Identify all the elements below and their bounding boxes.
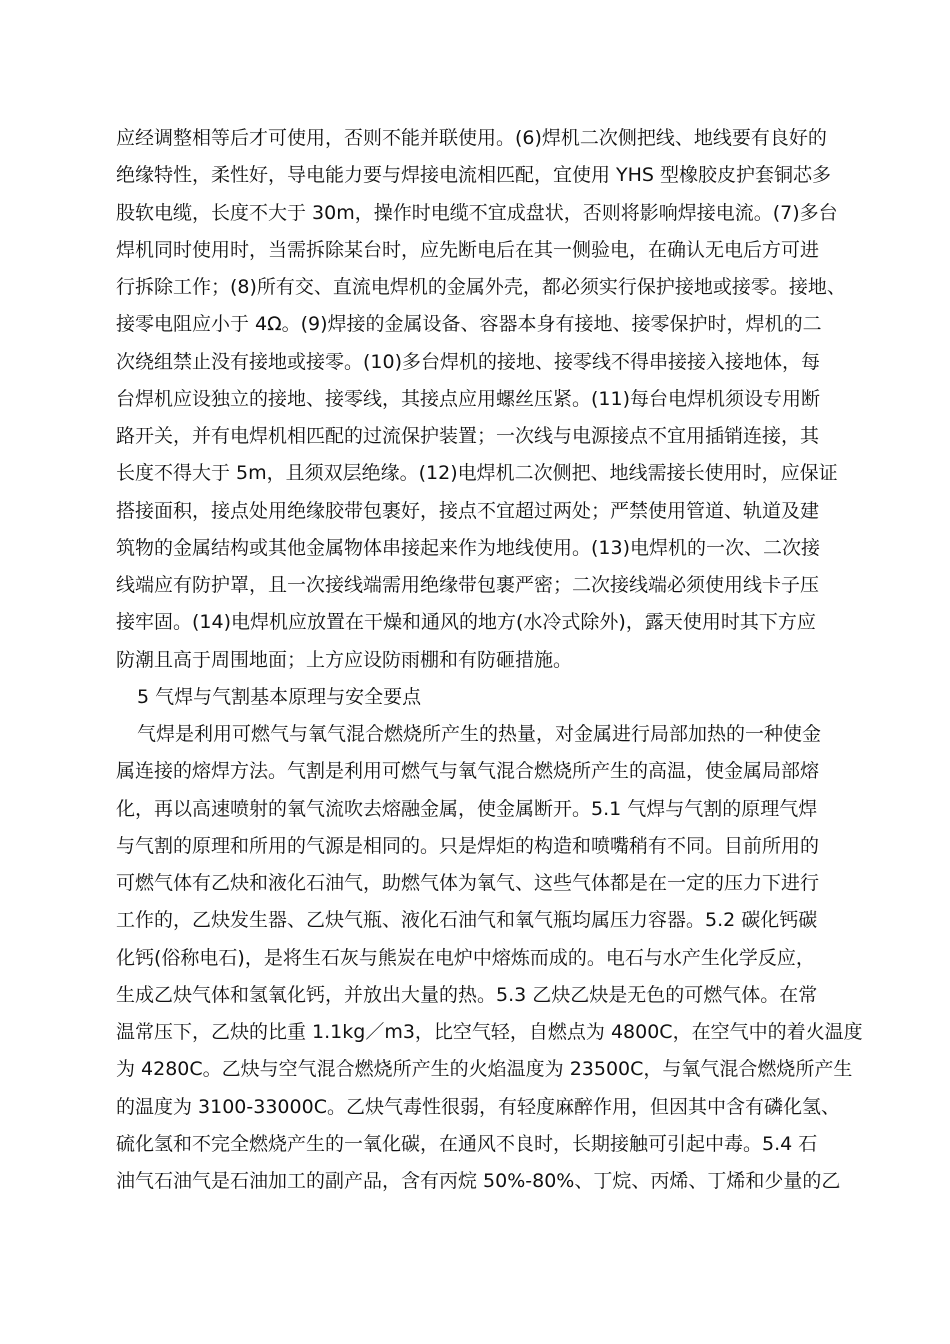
text-line: 可燃气体有乙炔和液化石油气，助燃气体为氧气、这些气体都是在一定的压力下进行	[116, 872, 820, 894]
text-line: 防潮且高于周围地面；上方应设防雨棚和有防砸措施。	[116, 648, 573, 671]
text-line: 筑物的金属结构或其他金属物体串接起来作为地线使用。(13)电焊机的一次、二次接	[116, 536, 821, 559]
text-line: 台焊机应设独立的接地、接零线，其接点应用螺丝压紧。(11)每台电焊机须设专用断	[116, 387, 821, 410]
text-line: 化，再以高速喷射的氧气流吹去熔融金属，使金属断开。5.1 气焊与气割的原理气焊	[116, 797, 818, 820]
text-line: 硫化氢和不完全燃烧产生的一氧化碳，在通风不良时，长期接触可引起中毒。5.4 石	[116, 1132, 818, 1155]
text-line: 属连接的熔焊方法。气割是利用可燃气与氧气混合燃烧所产生的高温，使金属局部熔	[116, 760, 820, 783]
text-line: 接零电阻应小于 4Ω。(9)焊接的金属设备、容器本身有接地、接零保护时，焊机的二	[116, 313, 822, 336]
text-line: 搭接面积，接点处用绝缘胶带包裹好，接点不宜超过两处；严禁使用管道、轨道及建	[116, 499, 820, 522]
text-line: 次绕组禁止没有接地或接零。(10)多台焊机的接地、接零线不得串接接入接地体，每	[116, 350, 821, 373]
text-line: 长度不得大于 5m，且须双层绝缘。(12)电焊机二次侧把、地线需接长使用时，应保证	[116, 462, 838, 485]
text-line: 焊机同时使用时，当需拆除某台时，应先断电后在其一侧验电，在确认无电后方可进	[116, 238, 820, 261]
paragraph-first-line: 气焊是利用可燃气与氧气混合燃烧所产生的热量，对金属进行局部加热的一种使金	[137, 723, 822, 745]
text-line: 行拆除工作；(8)所有交、直流电焊机的金属外壳，都必须实行保护接地或接零。接地、	[116, 276, 846, 298]
section-heading: 5 气焊与气割基本原理与安全要点	[137, 685, 422, 708]
text-line: 生成乙炔气体和氢氧化钙，并放出大量的热。5.3 乙炔乙炔是无色的可燃气体。在常	[116, 983, 818, 1006]
text-line: 油气石油气是石油加工的副产品，含有丙烷 50%-80%、丁烷、丙烯、丁烯和少量的乙	[116, 1170, 841, 1192]
text-line: 的温度为 3100-33000C。乙炔气毒性很弱，有轻度麻醉作用，但因其中含有磷化氢、	[116, 1095, 840, 1118]
document-body	[116, 122, 863, 1202]
text-line: 路开关，并有电焊机相匹配的过流保护装置；一次线与电源接点不宜用插销连接，其	[116, 425, 820, 447]
text-line: 温常压下，乙炔的比重 1.1kg／m3，比空气轻，自燃点为 4800C，在空气中的着火温度	[116, 1021, 863, 1043]
text-line: 接牢固。(14)电焊机应放置在干燥和通风的地方(水冷式除外)，露天使用时其下方应	[116, 611, 816, 634]
text-line: 工作的，乙炔发生器、乙炔气瓶、液化石油气和氧气瓶均属压力容器。5.2 碳化钙碳	[116, 909, 818, 932]
text-line: 为 4280C。乙炔与空气混合燃烧所产生的火焰温度为 23500C，与氧气混合燃烧所产生	[116, 1058, 853, 1081]
text-line: 应经调整相等后才可使用，否则不能并联使用。(6)焊机二次侧把线、地线要有良好的	[116, 127, 827, 149]
text-line: 绝缘特性，柔性好，导电能力要与焊接电流相匹配，宜使用 YHS 型橡胶皮护套铜芯多	[116, 164, 832, 187]
text-line: 线端应有防护罩，且一次接线端需用绝缘带包裹严密；二次接线端必须使用线卡子压	[116, 574, 820, 596]
text-line: 股软电缆，长度不大于 30m，操作时电缆不宜成盘状，否则将影响焊接电流。(7)多台	[116, 201, 838, 224]
text-line: 与气割的原理和所用的气源是相同的。只是焊炬的构造和喷嘴稍有不同。目前所用的	[116, 834, 820, 857]
text-line: 化钙(俗称电石)，是将生石灰与熊炭在电炉中熔炼而成的。电石与水产生化学反应，	[116, 946, 815, 969]
